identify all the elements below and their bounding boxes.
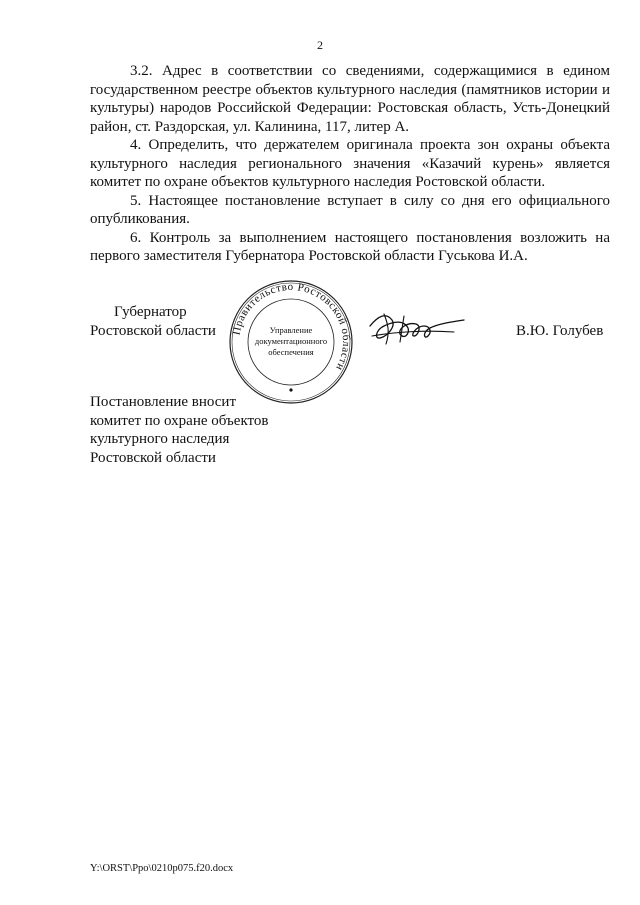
- seal-dot: [289, 388, 292, 391]
- seal-inner-line-1: Управление: [269, 325, 313, 335]
- footer-file-path: Y:\ORST\Ppo\0210p075.f20.docx: [90, 863, 234, 874]
- submitter-line: культурного наследия: [90, 431, 230, 447]
- paragraph-5: 5. Настоящее постановление вступает в силу со дня его официального опубликования.: [90, 192, 610, 227]
- submitter-line: Постановление вносит: [90, 394, 237, 410]
- paragraph-4: 4. Определить, что держателем оригинала проекта зон охраны объекта культурного наследия регионального значения «Казачий курень» является комитет по охране объектов культурного наследия Ростовской области.: [90, 137, 610, 190]
- page-number: 2: [317, 38, 323, 52]
- signatory-name: В.Ю. Голубев: [516, 323, 604, 339]
- seal-outer-text: Правительство Ростовской области: [230, 280, 353, 373]
- handwritten-signature: [364, 306, 474, 350]
- seal-inner-line-2: документационного: [254, 336, 328, 346]
- submitter-line: Ростовской области: [90, 449, 216, 466]
- submitter-note: [90, 393, 268, 467]
- paragraph-6: 6. Контроль за выполнением настоящего постановления возложить на первого заместителя Губернатора Ростовской области Гуськова И.А.: [90, 229, 610, 264]
- document-body: [90, 62, 610, 266]
- signatory-title-line2: Ростовской области: [90, 323, 216, 339]
- seal-inner-line-3: обеспечения: [268, 347, 314, 357]
- paragraph-3-2: 3.2. Адрес в соответствии со сведениями, содержащимися в едином государственном реестре объектов культурного наследия (памятников истории и культуры) народов Российской Федерации: Ростовская область, Усть-Донецкий район, ст. Раздорская, ул. Калинина, 117, литер А.: [90, 63, 610, 135]
- official-seal: [228, 279, 354, 405]
- signatory-title-line1: Губернатор: [114, 304, 187, 320]
- submitter-line: комитет по охране объектов: [90, 412, 269, 429]
